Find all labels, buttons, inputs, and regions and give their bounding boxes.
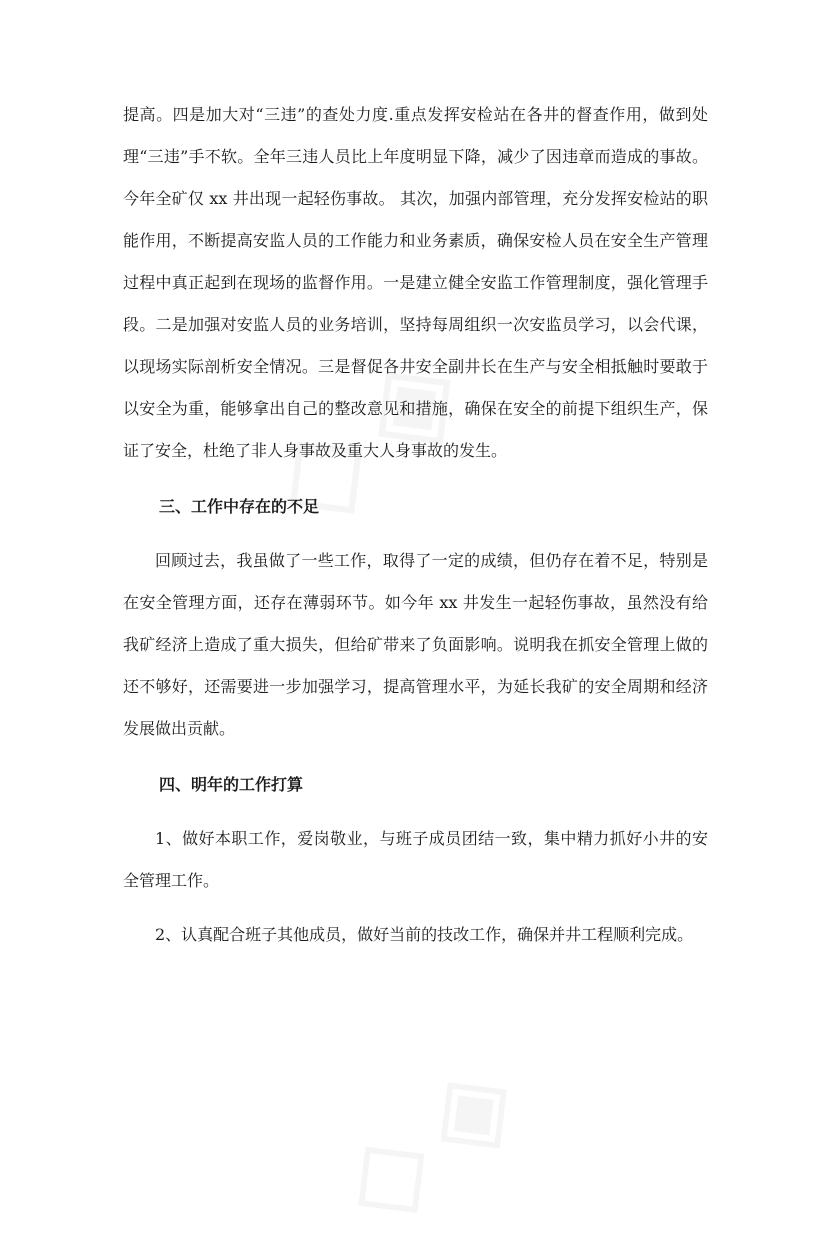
- list-item: 2、认真配合班子其他成员，做好当前的技改工作，确保并井工程顺利完成。: [155, 925, 694, 944]
- list-item: 1、做好本职工作，爱岗敬业，与班子成员团结一致，集中精力抓好小井的安全管理工作。: [123, 829, 708, 890]
- watermark: [313, 1019, 557, 1249]
- body-paragraph: 回顾过去，我虽做了一些工作，取得了一定的成绩，但仍存在着不足，特别是在安全管理方面，还存在薄弱环节。如今年 xx 井发生一起轻伤事故，虽然没有给我矿经济上造成了重大损失，但给矿带来了负面影响。说明我在抓安全管理上做的还不够好，还需要进一步加强学习，提高管理水平，为延长我矿的安全周期和经济发展做出贡献。: [123, 551, 708, 738]
- section-heading: 三、工作中存在的不足: [159, 497, 320, 516]
- document-body: [123, 94, 708, 956]
- body-paragraph: 提高。四是加大对“三违”的查处力度.重点发挥安检站在各井的督查作用，做到处理“三违”手不软。全年三违人员比上年度明显下降，减少了因违章而造成的事故。今年全矿仅 xx 井出现一起轻伤事故。 其次，加强内部管理，充分发挥安检站的职能作用，不断提高安监人员的工作能力和业务素质，确保安检人员在安全生产管理过程中真正起到在现场的监督作用。一是建立健全安监工作管理制度，强化管理手段。二是加强对安监人员的业务培训，坚持每周组织一次安监员学习，以会代课，以现场实际剖析安全情况。三是督促各井安全副井长在生产与安全相抵触时要敢于以安全为重，能够拿出自己的整改意见和措施，确保在安全的前提下组织生产，保证了安全，杜绝了非人身事故及重大人身事故的发生。: [123, 105, 708, 460]
- section-heading: 四、明年的工作打算: [159, 775, 304, 794]
